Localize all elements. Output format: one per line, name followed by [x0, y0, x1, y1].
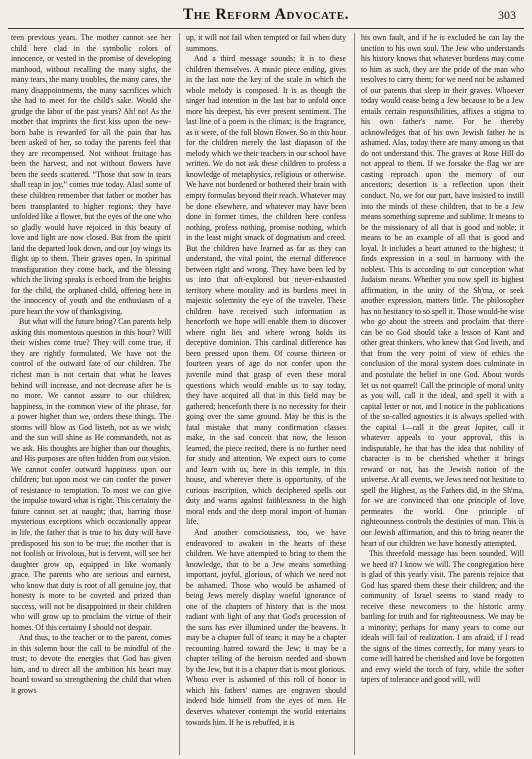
column-divider — [179, 33, 180, 755]
page-number: 303 — [498, 8, 516, 22]
article-paragraph: up, it will not fail when tempted or fail when duty summons. — [186, 33, 346, 53]
article-paragraph: But what will the future bring? Can parents help asking this momentous question in this hour? Will their wishes come true? They will come true, if they are rightly formulated. We have not the control of the outward fate of our children. The richest man is not certain that what he leaves behind will increase, and not decrease after he is no more. We cannot assure to our children, happiness, in the common view of the phrase, for a power higher than we, orders these things. The storms will blow as God listeth, not as we wish; and the sun will shine as He commandeth, not as we ask. His thoughts are higher than our thoughts, and His purposes are often hidden from our vision. We cannot confer outward happiness upon our children; but upon most we can confer the power of resistance to temptation. To most we can give the impulse toward what is right. This certainty the future cannot set at naught; that, barring those mysterious exceptions which occasionally appear in life, the father that is true to his duty will have predisposed his son to be true; the mother that is not foolish or frivolous, but is fervent, will see her daughter grow up, equipped in like womanly grace. The parents who are serious and earnest, who know that duty is root of all genuine joy, that honesty is more to be coveted and prized than success, will not be disappointed in their children who will grow up to proclaim the virtue of their homes. Of this certainty I should not despair. — [11, 317, 171, 632]
article-paragraph: This threefold message has been sounded. Will we heed it? I know we will. The congregation here is glad of this yearly visit. The parents rejoice that God has spared them these their children; and the community of Israel seems to stand ready to receive these newcomers to the historic army battling for truth and for righteousness. We may be a minority; perhaps for many years to come our ideals will fail of realization. I am afraid, if I read the signs of the times correctly, for many years to come will hatred be cherished and love be forgotten and envy wield the torch of fury, while the softer tapers of tolerance and good will, will — [361, 549, 524, 685]
header-rule — [8, 28, 524, 29]
page-header — [0, 0, 532, 32]
article-paragraph: teen previous years. The mother cannot see her child here clad in the symbolic colors of innocence, or vested in the promise of developing manhood, without recalling the many sighs, the many tears, the many troubles, the many cares, the many disappointments, the many sacrifices which she had to meet for the child's sake. Would she grudge the labor of the past years? Ah! no! As the mother that imprints the first kiss upon the new-born babe is rewarded for all the pain that has been asked of her, so today the parents feel that they are recompensed. Not without fruitage has been the harvest, and not without flowers have been the seeds scattered. “Those that sow in tears shall reap in joy,” comes true today. Alas! some of these children remember that father or mother has been transplanted to higher regions; they have unfolded like a flower, but the eyes of the one who so gladly would have rejoiced in this beauty of love and light are now closed. But from the spirit land the departed look down, and our joy wings its flight up to them. Their graves open. In spiritual transfiguration they come back, and the blessing which the living speaks is echoed from the heights for the child, the orphaned child, offering here in the innocency of youth and the enthusiasm of a pure heart the vow of thanksgiving. — [11, 33, 171, 316]
text-column-2 — [186, 33, 346, 755]
publication-title: The Reform Advocate. — [182, 6, 350, 23]
text-column-1 — [11, 33, 171, 755]
column-divider — [354, 33, 355, 755]
article-paragraph: And thus, to the teacher or to the parent, comes in this solemn hour the call to be mindful of the trust; to devote the energies that God has given him, and to direct all the ambition his heart may hoard toward so strengthening the child that when it grows — [11, 633, 171, 695]
article-paragraph: And another consciousness, too, we have endeavored to awaken in the hearts of these children. We have attempted to bring to them the knowledge, that to be a Jew means something important, joyful, glorious, of which we need not be ashamed. Those who would be ashamed of being Jews merely display woeful ignorance of one of the chapters of history that is the most radiant with light of any that God's procession of the suns has ever illumined under the heavens. It may be a chapter full of tears; it may be a chapter recounting hatred toward the Jew; it may be a chapter telling of the heroism needed and shown by the Jew, but it is a chapter that is most glorious. Whoso ever is ashamed of this roll of honor in which his fathers' names are engraven should indeed hide himself from the eyes of men. He deserves whatever contempt the world entertains towards him. If he is rebuffed, it is — [186, 527, 346, 727]
article-paragraph: his own fault, and if he is excluded he can lay the unction to his own soul. The Jew who understands his history knows that whatever burdens may come to him as such, they are the pride of the man who resolves to carry them; for we need not be ashamed of our parents that sleep in their graves. Whoever today would cease being a Jew because to be a Jew entails certain responsibilities, affixes a stigma to his own father's name. For he thereby acknowledges that of his own Jewish father he is ashamed. Alas, today there are many among us that do not understand this. The graves at Rose Hill do not appeal to them. If we forsake the flag we are casting reproach upon the memory of our ancestors; desertion is a reflection upon their conduct. No, we for our part, have insisted to instill into the minds of these children, that to be a Jew means something supreme and sublime. It means to be the missionary of all that is good and noble; it means to be an example of all that is good and loyal. It includes a heart attuned to the highest; it finds expression in a soul in harmony with the noblest. This is according to our conception what Judaism means. Whether you now spell its highest affirmation, in the unity of the Sh'ma, or seek another expression, matters little. The philosopher has no hesitancy to so spell it. Those would-be wise who go about the streets and proclaim that there can be no God should take a lesson of Kant and other great thinkers, who knew that God liveth, and that from the very point of view of ethics the conclusion of the moral system does culminate in and postulate the belief in one God. About words let us not quarrel! Call the principle of moral unity as you will, call it the ideal, and spell it with a capital letter or not, and I notice in the publications of the so-called agnostics it is always spelled with the capital I—call it the great Jupiter, call it whatever appeals to your approval, this is indisputable, he that has the idea that nobility of character is to be cherished whether it brings reward or not, has the Jewish notion of the universe. At all events, we Jews need not hesitate to spell the Highest, as the Fathers did, in the Sh'ma, for we are convinced that one principle of love permeates the world. One principle of righteousness controls the destinies of man. This is our Jewish affirmation, and this to bring nearer the heart of our children we have honestly attempted. — [361, 33, 524, 548]
article-paragraph: And a third message sounds; it is to these children themselves. A music piece ending, gives in the last note the key of the scale in which the whole melody is composed. It is as though the singer had intention in the last bar to unfold once more his deepest, his ever present sentiment. The last line of a poem is the climax; is the fragrance, as it were, of the full blown flower. So in this hour for the children merely the last diapason of the melody which we their teachers in our school have written. We do not ask these children to profess a knowledge of metaphysics, religious or otherwise. We have not burdened or bothered their brain with empty formulas beyond their reach. Whatever may be done elsewhere, and whatever may have been done in former times, the children here confess nothing, profess nothing, promise nothing, which in the least might smack of dogmatism and creed. But the children have learned as far as they can understand, the vital point, the eternal difference between right and wrong. They have been led by us into that oft-explored but never-exhausted territory where morality and its burdens meet in majestic solemnity the eye of the traveler. These children have received such information as henceforth we hope will enable them to discover where right lies and where wrong holds its deceptive dominion. This cardinal difference has been pressed upon them. Of course thirteen or fourteen years of age do not confer upon the juvenile mind that grasp of even these moral questions which would enable us to say today, they have acquired all that in this field may be gathered; henceforth there is no necessity for their going over the same ground. May be this is the fatal mistake that many confirmation classes make, in the sad conceit that now, the lesson learned, the piece recited, there is no further need for study and attention. We expect ours to come and learn with us, here in this temple, in this house, and wherever there is opportunity, of the curious inscription, which deciphered spells out duty and warns against faithlessness in the high moral ends and the deep moral import of human life. — [186, 54, 346, 527]
text-column-3 — [361, 33, 524, 755]
